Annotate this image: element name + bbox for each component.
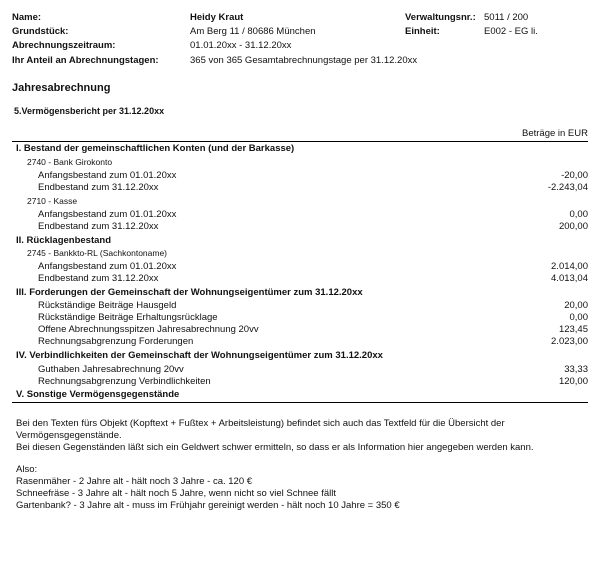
row-label: Rückständige Beiträge Hausgeld	[38, 300, 177, 311]
section-title-receivables: III. Forderungen der Gemeinschaft der Wohnungseigentümer zum 31.12.20xx	[16, 287, 363, 298]
row-value: 33,33	[564, 364, 588, 375]
section-title-accounts: I. Bestand der gemeinschaftlichen Konten (und der Barkasse)	[16, 143, 295, 154]
row-value: 4.013,04	[551, 273, 588, 284]
table-row	[38, 273, 588, 284]
header-divider	[12, 141, 588, 142]
note-item: Rasenmäher - 2 Jahre alt - hält noch 3 Jahre - ca. 120 €	[16, 476, 253, 487]
unit-label: Einheit:	[405, 26, 440, 37]
row-label: Endbestand zum 31.12.20xx	[38, 182, 159, 193]
report-subtitle: 5.Vermögensbericht per 31.12.20xx	[14, 106, 165, 116]
unit-value: E002 - EG li.	[484, 26, 538, 37]
row-value: 123,45	[558, 324, 588, 335]
period-value: 01.01.20xx - 31.12.20xx	[190, 40, 292, 51]
row-label: Guthaben Jahresabrechnung 20vv	[38, 364, 184, 375]
row-value: 2.014,00	[551, 261, 588, 272]
row-label: Anfangsbestand zum 01.01.20xx	[38, 261, 177, 272]
row-label: Endbestand zum 31.12.20xx	[38, 221, 159, 232]
row-label: Endbestand zum 31.12.20xx	[38, 273, 159, 284]
name-label: Name:	[12, 12, 42, 23]
row-label: Anfangsbestand zum 01.01.20xx	[38, 209, 177, 220]
note-text: Bei diesen Gegenständen läßt sich ein Geldwert schwer ermitteln, so dass er als Information hier angegeben werden kann.	[16, 442, 534, 453]
row-value: 0,00	[569, 312, 588, 323]
table-row	[38, 324, 588, 335]
table-row	[38, 300, 588, 311]
admin-no-value: 5011 / 200	[484, 12, 529, 23]
note-text: Vermögensgegenstände.	[16, 430, 122, 441]
row-label: Anfangsbestand zum 01.01.20xx	[38, 170, 177, 181]
admin-no-label: Verwaltungsnr.:	[405, 12, 476, 23]
row-label: Rechnungsabgrenzung Verbindlichkeiten	[38, 376, 211, 387]
section-title-liabilities: IV. Verbindlichkeiten der Gemeinschaft der Wohnungseigentümer zum 31.12.20xx	[16, 350, 383, 361]
property-label: Grundstück:	[12, 26, 69, 37]
row-value: 20,00	[564, 300, 588, 311]
row-label: Rechnungsabgrenzung Forderungen	[38, 336, 194, 347]
row-value: 200,00	[558, 221, 588, 232]
row-label: Rückständige Beiträge Erhaltungsrücklage	[38, 312, 218, 323]
row-value: -20,00	[561, 170, 588, 181]
row-value: 120,00	[558, 376, 588, 387]
section-divider	[12, 402, 588, 403]
table-row	[38, 364, 588, 375]
period-label: Abrechnungszeitraum:	[12, 40, 116, 51]
section-title-reserves: II. Rücklagenbestand	[16, 235, 112, 246]
table-row	[38, 261, 588, 272]
account-label: 2740 - Bank Girokonto	[27, 157, 113, 167]
table-row	[38, 221, 588, 232]
row-label: Offene Abrechnungsspitzen Jahresabrechnung 20vv	[38, 324, 259, 335]
table-row	[38, 312, 588, 323]
share-label: Ihr Anteil an Abrechnungstagen:	[12, 55, 159, 66]
section-title-other-assets: V. Sonstige Vermögensgegenstände	[16, 389, 180, 400]
name-value: Heidy Kraut	[190, 12, 244, 23]
note-also: Also:	[16, 464, 38, 475]
table-row	[38, 376, 588, 387]
account-label: 2710 - Kasse	[27, 196, 78, 206]
row-value: 2.023,00	[551, 336, 588, 347]
column-header-amounts: Beträge in EUR	[521, 128, 588, 139]
row-value: -2.243,04	[547, 182, 588, 193]
table-row	[38, 336, 588, 347]
share-value: 365 von 365 Gesamtabrechnungstage per 31.12.20xx	[190, 55, 418, 66]
account-label: 2745 - Bankkto-RL (Sachkontoname)	[27, 248, 168, 258]
row-value: 0,00	[569, 209, 588, 220]
note-item: Schneefräse - 3 Jahre alt - hält noch 5 Jahre, wenn nicht so viel Schnee fällt	[16, 488, 337, 499]
note-item: Gartenbank? - 3 Jahre alt - muss im Frühjahr gereinigt werden - hält noch 10 Jahre = 350 €	[16, 500, 400, 511]
page-title: Jahresabrechnung	[12, 82, 111, 94]
table-row	[38, 182, 588, 193]
note-text: Bei den Texten fürs Objekt (Kopftext + Fußtex + Arbeitsleistung) befindet sich auch das Textfeld für die Übersicht der	[16, 418, 505, 429]
table-row	[38, 170, 588, 181]
table-row	[38, 209, 588, 220]
property-value: Am Berg 11 / 80686 München	[190, 26, 316, 37]
